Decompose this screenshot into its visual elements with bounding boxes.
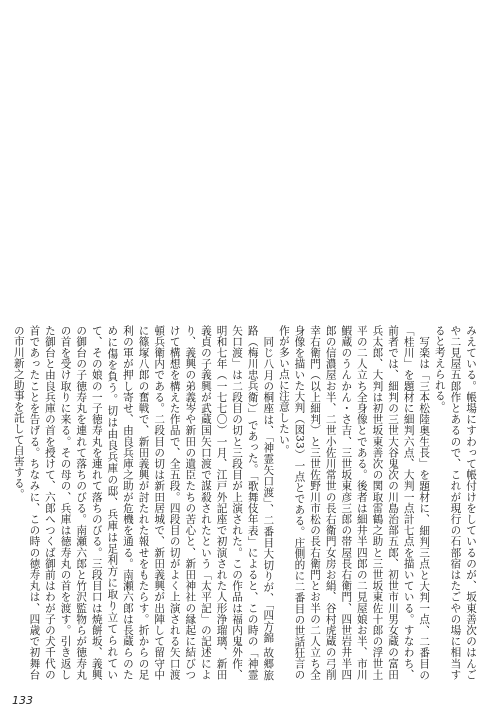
paragraph-3: 同じ八月の桐座は、「神霊矢口渡」、二番目大切りが、「四方錦 故郷旅路（梅川忠兵衛）」であった。「歌舞伎年表」によると、この時の「神霊矢口渡」は二段目の切と三段目が上演された。この作品は福内鬼外作、明和七年（一七七〇）一月、江戸外記座で初演された人形浄瑠璃、新田義貞の子義興が武蔵国矢口渡で謀殺されたという「太平記」の記述により、義興の弟義岑や新田の遺臣たちの苦心と、新田神社の縁起に結びつけて構想を構えた作品で、全五段。四段目の切がよく上演される矢口渡頓兵衛内である。二段目の切は新田居城で、新田義興が出陣して留守中に篠塚八郎の奮戦で、新田義興が討たれた報せをもたらす。折からの足利の軍が押し寄せ、由良兵庫之助が危機を通る。南瀬六郎は長蔵らのために傷を負う。切は由良兵庫の邸、兵庫は足利方に取り立てられていて、その娘の一子徳寿丸を連れて落ちのびる。三段目口は焼餅坂、義興の御台の子徳寿丸を連れて落ちのびる。南瀬六郎と竹沢監物らが徳寿丸の首を受け取りに来る。その母の、兵庫は徳寿丸の首を渡す。引き返した御台と由良兵庫の首を授けて、六郎へつくば御前はわが子の犬千代の首であったことを告げる。ちなみに、この時の徳寿丸は、四歳で初舞台の市川新之助事を託して自害する。: [12, 325, 275, 680]
vertical-text-block: [12, 325, 478, 680]
page-number: 133: [12, 694, 33, 707]
paragraph-1: みえている。帳場にすわって帳付けをしているのが、坂東善次のはんごや二見屋五郎作とあるので、これが現行の石部宿はたごやの場に相当すると考えられる。: [433, 325, 477, 680]
paragraph-2: 写楽は「三本松陸奥生長」を題材に、細判三点と大判一点、二番目の「桂川」を題材に細判六点、大判一点計七点を描いている。すなわち、前者では、細判の三世大谷鬼次の川島治部五郎、初世市川男女蔵の富田兵太郎、大判は初世坂東善次の関取雷鶴之助と三世坂東佐十郎の浮世土平の二人立ち全身像とである。後者は細井半四郎の二見屋娘お半、市川鰕蔵のうんかん・さ吉、三世坂東彦三郎の帯屋長右衛門、四世岩井半四郎の信濃屋お半、二世小佐川常世の長右衛門女房お絹、谷村虎蔵の弓削幸右衛門（以上細判）と三世佐野川市松の長右衛門とお半の二人立ち全身像を描いた大判（図33）一点とである。庄側的に二番目の世話狂言の作が多い点に注意したい。: [277, 325, 431, 680]
